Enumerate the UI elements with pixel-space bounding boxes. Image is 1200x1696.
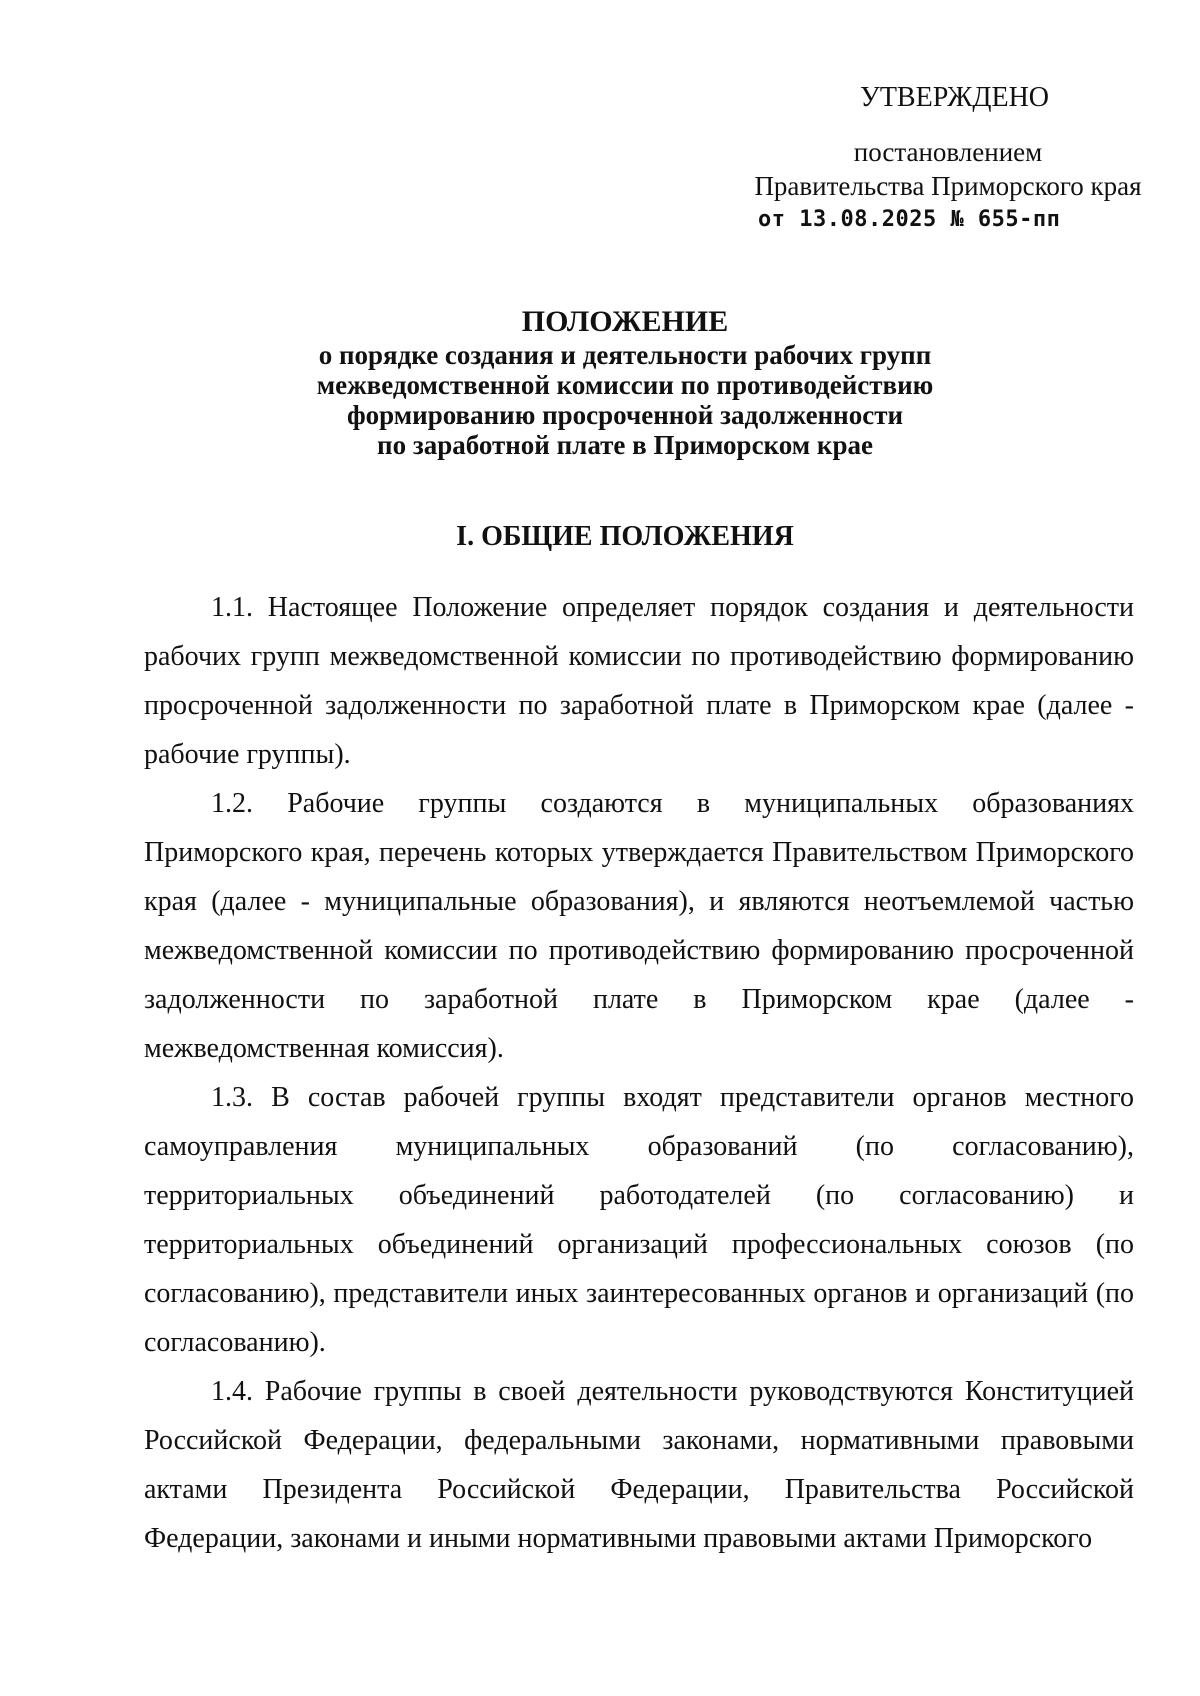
approval-line-resolution: постановлением [853,137,1043,167]
subtitle-line: межведомственной комиссии по противодействию [316,370,934,400]
subtitle-line: о порядке создания и деятельности рабочих групп [318,340,932,370]
approval-block [738,135,1158,203]
approval-stamp-label: УТВЕРЖДЕНО [860,82,1050,113]
document-subtitle [140,340,1110,460]
approval-line-government: Правительства Приморского края [754,171,1142,201]
paragraph-1-1: 1.1. Настоящее Положение определяет порядок создания и деятельности рабочих групп межведомственной комиссии по противодействию формированию просроченной задолженности по заработной плате в Приморском крае (далее - рабочие группы). [144,592,1134,770]
subtitle-line: по заработной плате в Приморском крае [377,430,873,460]
decree-number: от 13.08.2025 № 655-пп [758,207,1061,232]
paragraph-1-4: 1.4. Рабочие группы в своей деятельности руководствуются Конституцией Российской Федерации, федеральными законами, нормативными правовыми актами Президента Российской Федерации, Правительства Российской Федерации, законами и иными нормативными правовыми актами Приморского [144,1376,1134,1554]
subtitle-line: формированию просроченной задолженности [346,400,904,430]
document-title: ПОЛОЖЕНИЕ [521,305,729,338]
paragraph-1-3: 1.3. В состав рабочей группы входят представители органов местного самоуправления муниципальных образований (по согласованию), территориальных объединений работодателей (по согласованию) и территориальных объединений организаций профессиональных союзов (по согласованию), представители иных заинтересованных органов и организаций (по согласованию). [144,1082,1134,1358]
section-heading: I. ОБЩИЕ ПОЛОЖЕНИЯ [456,521,794,552]
document-body [144,583,1134,1563]
paragraph-1-2: 1.2. Рабочие группы создаются в муниципальных образованиях Приморского края, перечень которых утверждается Правительством Приморского края (далее - муниципальные образования), и являются неотъемлемой частью межведомственной комиссии по противодействию формированию просроченной задолженности по заработной плате в Приморском крае (далее - межведомственная комиссия). [144,788,1134,1064]
